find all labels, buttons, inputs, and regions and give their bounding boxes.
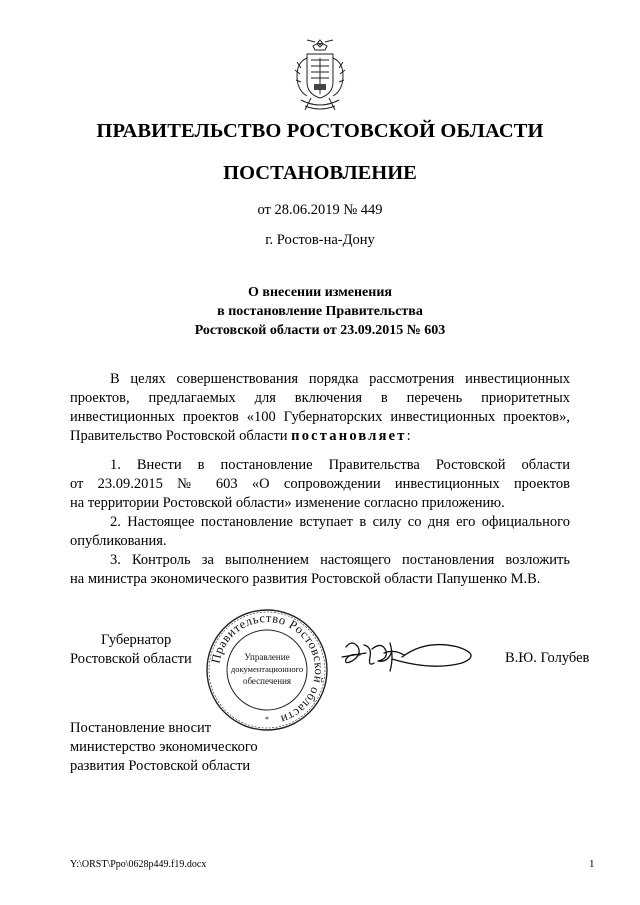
submitted-by-line: развития Ростовской области [70, 758, 251, 774]
submitted-by-line: министерство экономического [70, 739, 258, 755]
preamble-text: Правительство Ростовской области [70, 428, 292, 444]
text-line: инвестиционных проектов «100 Губернаторских инвестиционных проектов», [70, 409, 570, 425]
position-line: Губернатор [101, 632, 172, 648]
subject-line: О внесении изменения [248, 285, 392, 300]
text-line [70, 427, 570, 446]
seal-ring-text: Правительство Ростовской области [208, 610, 327, 727]
page-number: 1 [589, 858, 595, 870]
text-line: 3. Контроль за выполнением настоящего постановления возложить [110, 552, 570, 568]
submitted-by-block [70, 719, 258, 776]
text-line: 1. Внести в постановление Правительства Ростовской области [110, 457, 570, 473]
text-line: опубликования. [70, 533, 167, 549]
item-2-paragraph [70, 513, 570, 551]
item-3-paragraph [70, 551, 570, 589]
preamble-colon: : [406, 428, 411, 444]
submitted-by-line: Постановление вносит [70, 720, 212, 736]
item-1-paragraph [70, 456, 570, 513]
organization-title: ПРАВИТЕЛЬСТВО РОСТОВСКОЙ ОБЛАСТИ [96, 120, 544, 142]
footer-file-path: Y:\ORST\Ppo\0628p449.f19.docx [70, 859, 207, 870]
position-line: Ростовской области [70, 651, 192, 667]
resolves-word: постановляет [291, 428, 407, 444]
subject-line: Ростовской области от 23.09.2015 № 603 [194, 323, 446, 338]
seal-star-icon: * [265, 715, 269, 724]
seal-inner-line: Управление [244, 652, 290, 662]
text-line: 2. Настоящее постановление вступает в силу со дня его официального [110, 514, 570, 530]
preamble-paragraph [70, 370, 570, 446]
seal-inner-line: обеспечения [242, 676, 292, 686]
text-line: на министра экономического развития Ростовской области Папушенко М.В. [70, 571, 541, 587]
document-subject [70, 283, 570, 340]
coat-of-arms-emblem [291, 36, 349, 116]
signatory-position [70, 631, 192, 669]
text-line: от 23.09.2015 № 603 «О сопровождении инвестиционных проектов [70, 476, 570, 492]
official-seal-stamp [205, 608, 329, 732]
signatory-name: В.Ю. Голубев [505, 650, 590, 666]
seal-inner-line: документационного [230, 664, 304, 674]
text-line: проектов, предлагаемых для включения в перечень приоритетных [70, 390, 570, 406]
document-city: г. Ростов-на-Дону [265, 232, 375, 248]
text-line: на территории Ростовской области» изменение согласно приложению. [70, 495, 505, 511]
document-type: ПОСТАНОВЛЕНИЕ [223, 162, 417, 184]
handwritten-signature [338, 635, 483, 677]
subject-line: в постановление Правительства [217, 304, 423, 319]
document-date-number: от 28.06.2019 № 449 [257, 202, 383, 218]
text-line: В целях совершенствования порядка рассмотрения инвестиционных [110, 371, 570, 387]
